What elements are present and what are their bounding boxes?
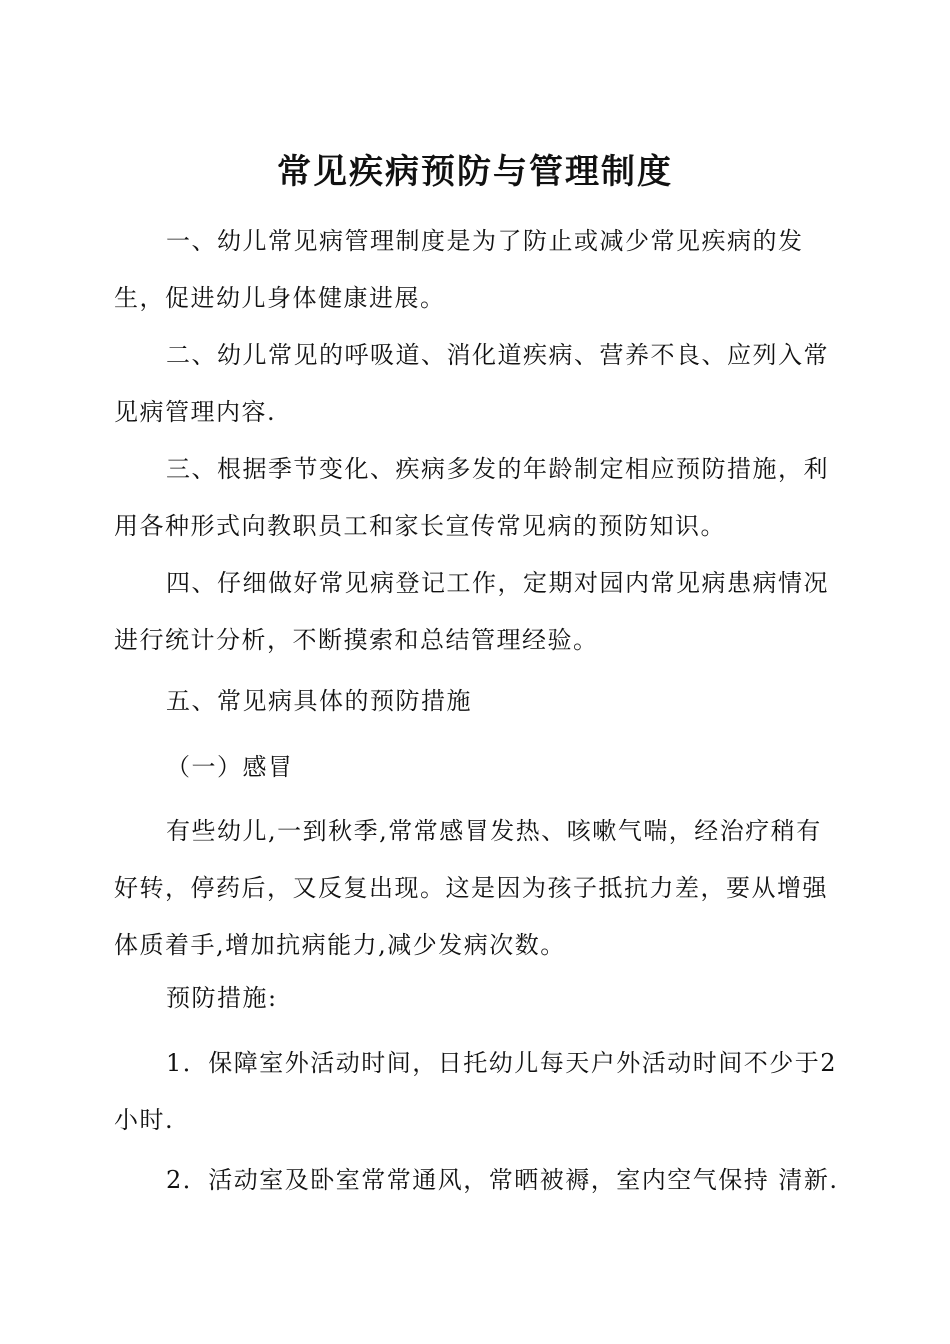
paragraph-4: 四、仔细做好常见病登记工作，定期对园内常见病患病情况进行统计分析，不断摸索和总结管理经验。 bbox=[114, 569, 829, 654]
prevention-measures-label: 预防措施: bbox=[166, 984, 278, 1012]
paragraph-2: 二、幼儿常见的呼吸道、消化道疾病、营养不良、应列入常见病管理内容. bbox=[114, 341, 829, 426]
paragraph-3: 三、根据季节变化、疾病多发的年龄制定相应预防措施，利用各种形式向教职员工和家长宣传常见病的预防知识。 bbox=[114, 455, 829, 540]
paragraph-5: 五、常见病具体的预防措施 bbox=[166, 687, 472, 715]
document-title: 常见疾病预防与管理制度 bbox=[277, 152, 673, 192]
paragraph-1: 一、幼儿常见病管理制度是为了防止或减少常见疾病的发生，促进幼儿身体健康进展。 bbox=[114, 227, 804, 312]
paragraph-cold-description: 有些幼儿,一到秋季,常常感冒发热、咳嗽气喘，经治疗稍有好转，停药后，又反复出现。这是因为孩子抵抗力差，要从增强体质着手,增加抗病能力,减少发病次数。 bbox=[114, 817, 828, 959]
section-heading-cold: （一）感冒 bbox=[166, 753, 294, 781]
measure-item-1: 1．保障室外活动时间，日托幼儿每天户外活动时间不少于2小时. bbox=[114, 1049, 838, 1134]
measure-item-2: 2．活动室及卧室常常通风，常晒被褥，室内空气保持 清新. bbox=[166, 1166, 839, 1194]
